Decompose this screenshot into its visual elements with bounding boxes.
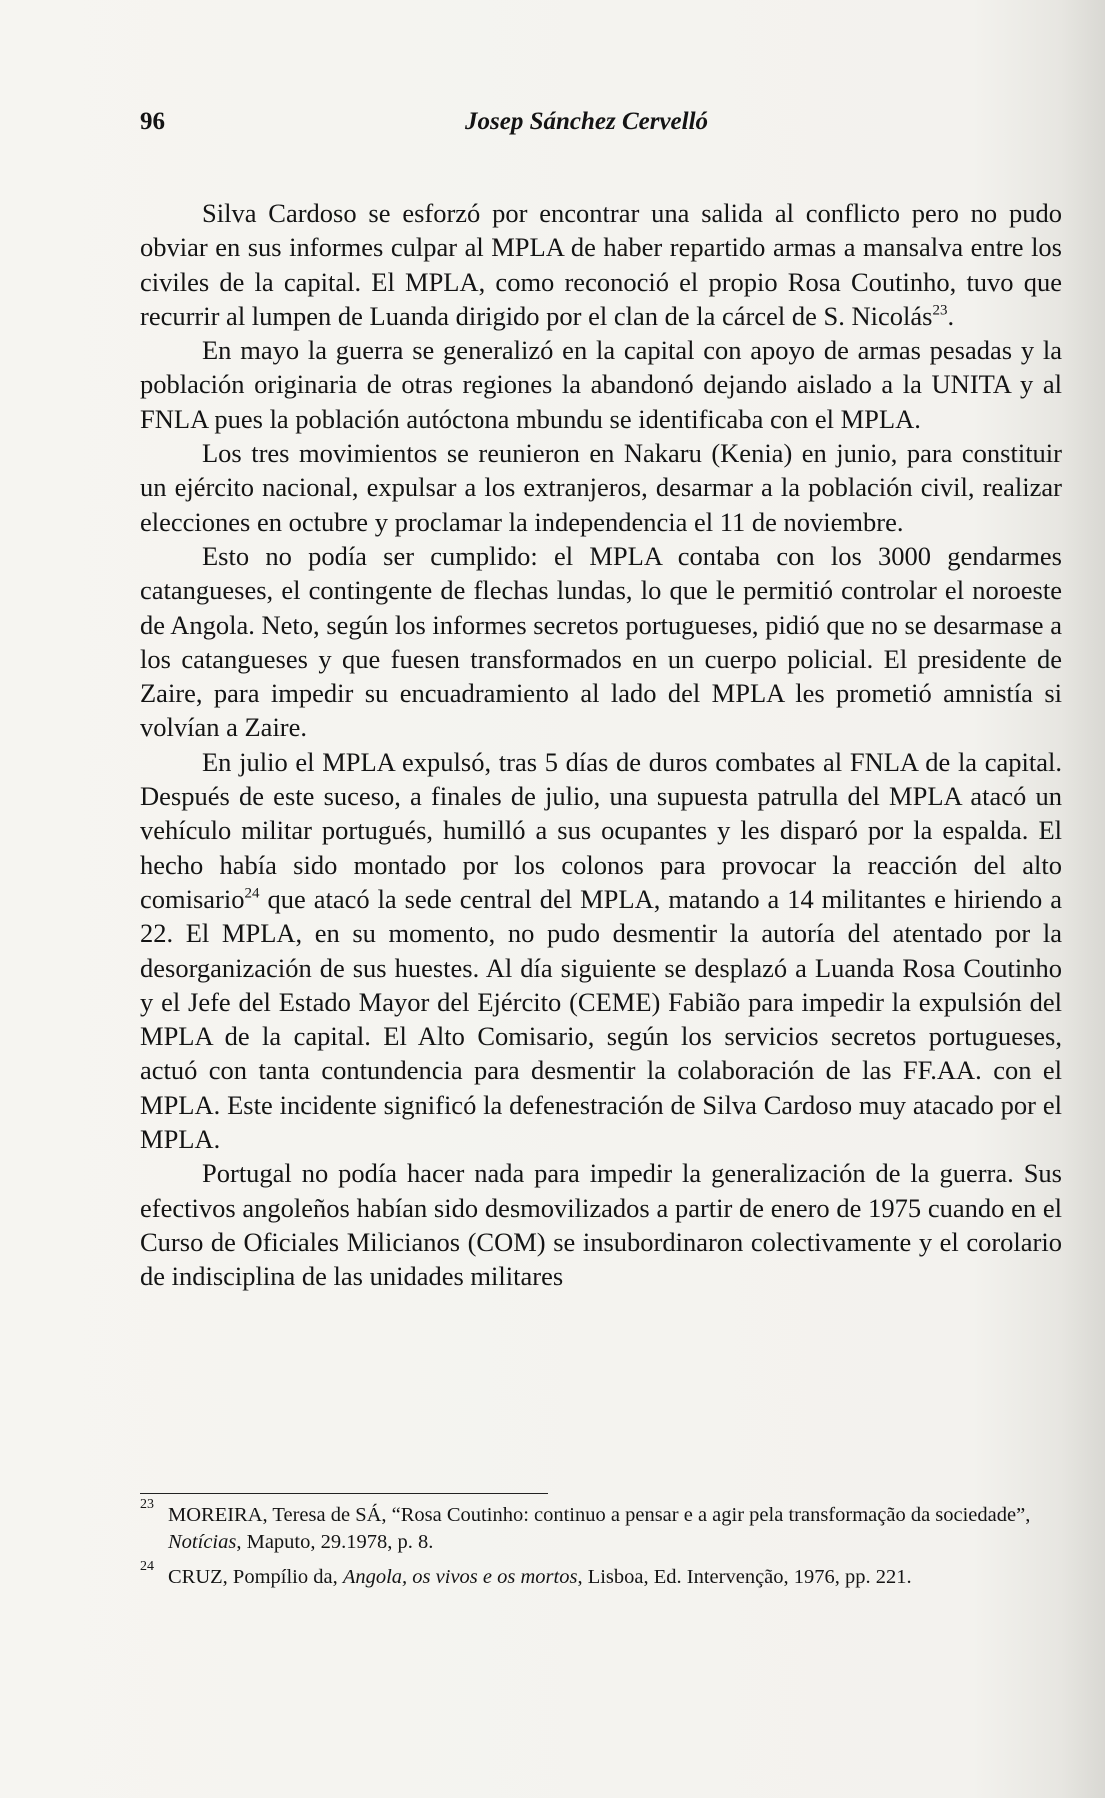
footnote bbox=[140, 1497, 1062, 1556]
footnote-separator bbox=[140, 1493, 548, 1494]
text-run: MOREIRA, Teresa de SÁ, “Rosa Coutinho: continuo a pensar e a agir pela transformação da sociedade”, bbox=[168, 1504, 1031, 1526]
footnote-number: 23 bbox=[140, 1497, 154, 1512]
footnote-text bbox=[168, 1564, 1062, 1591]
footnotes bbox=[140, 1497, 1062, 1599]
paragraph bbox=[140, 1156, 1062, 1293]
text-run: En julio el MPLA expulsó, tras 5 días de duros combates al FNLA de la capital. Después de este suceso, a finales de julio, una supuesta patrulla del MPLA atacó un vehículo militar portugués, humilló a sus ocupantes y les disparó por la espalda. El hecho había sido montado por los colonos para provocar la reacción del alto comisario bbox=[140, 746, 1062, 914]
running-head: Josep Sánchez Cervelló bbox=[465, 108, 709, 135]
paragraph bbox=[140, 333, 1062, 436]
footnote-text bbox=[168, 1502, 1062, 1556]
paragraph bbox=[140, 436, 1062, 539]
text-run: Los tres movimientos se reunieron en Nakaru (Kenia) en junio, para constituir un ejército nacional, expulsar a los extranjeros, desarmar a la población civil, realizar elecciones en octubre y proclamar la independencia el 11 de noviembre. bbox=[140, 438, 1062, 537]
text-run: Portugal no podía hacer nada para impedir la generalización de la guerra. Sus efectivos angoleños habían sido desmovilizados a partir de enero de 1975 cuando en el Curso de Oficiales Milicianos (COM) se insubordinaron colectivamente y el corolario de indisciplina de las unidades militares bbox=[140, 1158, 1062, 1292]
paragraph bbox=[140, 745, 1062, 1157]
book-title: Angola, os vivos e os mortos bbox=[342, 1566, 578, 1588]
text-run: Silva Cardoso se esforzó por encontrar una salida al conflicto pero no pudo obviar en sus informes culpar al MPLA de haber repartido armas a mansalva entre los civiles de la capital. El MPLA, como reconoció el propio Rosa Coutinho, tuvo que recurrir al lumpen de Luanda dirigido por el clan de la cárcel de S. Nicolás bbox=[140, 198, 1062, 331]
footnote-reference: 23 bbox=[932, 302, 948, 319]
text-run: CRUZ, Pompílio da, bbox=[168, 1566, 343, 1588]
footnote bbox=[140, 1559, 1062, 1591]
page-number: 96 bbox=[140, 108, 165, 135]
paragraph bbox=[140, 539, 1062, 745]
text-run: . bbox=[947, 300, 955, 331]
footnote-number: 24 bbox=[140, 1559, 154, 1574]
text-run: , Maputo, 29.1978, p. 8. bbox=[236, 1531, 434, 1553]
paragraph bbox=[140, 196, 1062, 333]
body-text bbox=[140, 196, 1062, 1294]
footnote-reference: 24 bbox=[244, 885, 260, 902]
text-run: Esto no podía ser cumplido: el MPLA contaba con los 3000 gendarmes catangueses, el contingente de flechas lundas, lo que le permitió controlar el noroeste de Angola. Neto, según los informes secretos portugueses, pidió que no se desarmase a los catangueses y que fuesen transformados en un cuerpo policial. El presidente de Zaire, para impedir su encuadramiento al lado del MPLA les prometió amnistía si volvían a Zaire. bbox=[140, 540, 1062, 743]
text-run: , Lisboa, Ed. Intervenção, 1976, pp. 221. bbox=[577, 1566, 912, 1588]
page-header bbox=[140, 108, 1060, 148]
text-run: En mayo la guerra se generalizó en la capital con apoyo de armas pesadas y la población originaria de otras regiones la abandonó dejando aislado a la UNITA y al FNLA pues la población autóctona mbundu se identificaba con el MPLA. bbox=[140, 335, 1062, 434]
publication-title: Notícias bbox=[168, 1531, 237, 1553]
text-run: que atacó la sede central del MPLA, matando a 14 militantes e hiriendo a 22. El MPLA, en su momento, no pudo desmentir la autoría del atentado por la desorganización de sus huestes. Al día siguiente se desplazó a Luanda Rosa Coutinho y el Jefe del Estado Mayor del Ejército (CEME) Fabião para impedir la expulsión del MPLA de la capital. El Alto Comisario, según los servicios secretos portugueses, actuó con tanta contundencia para desmentir la colaboración de las FF.AA. con el MPLA. Este incidente significó la defenestración de Silva Cardoso muy atacado por el MPLA. bbox=[140, 883, 1062, 1155]
